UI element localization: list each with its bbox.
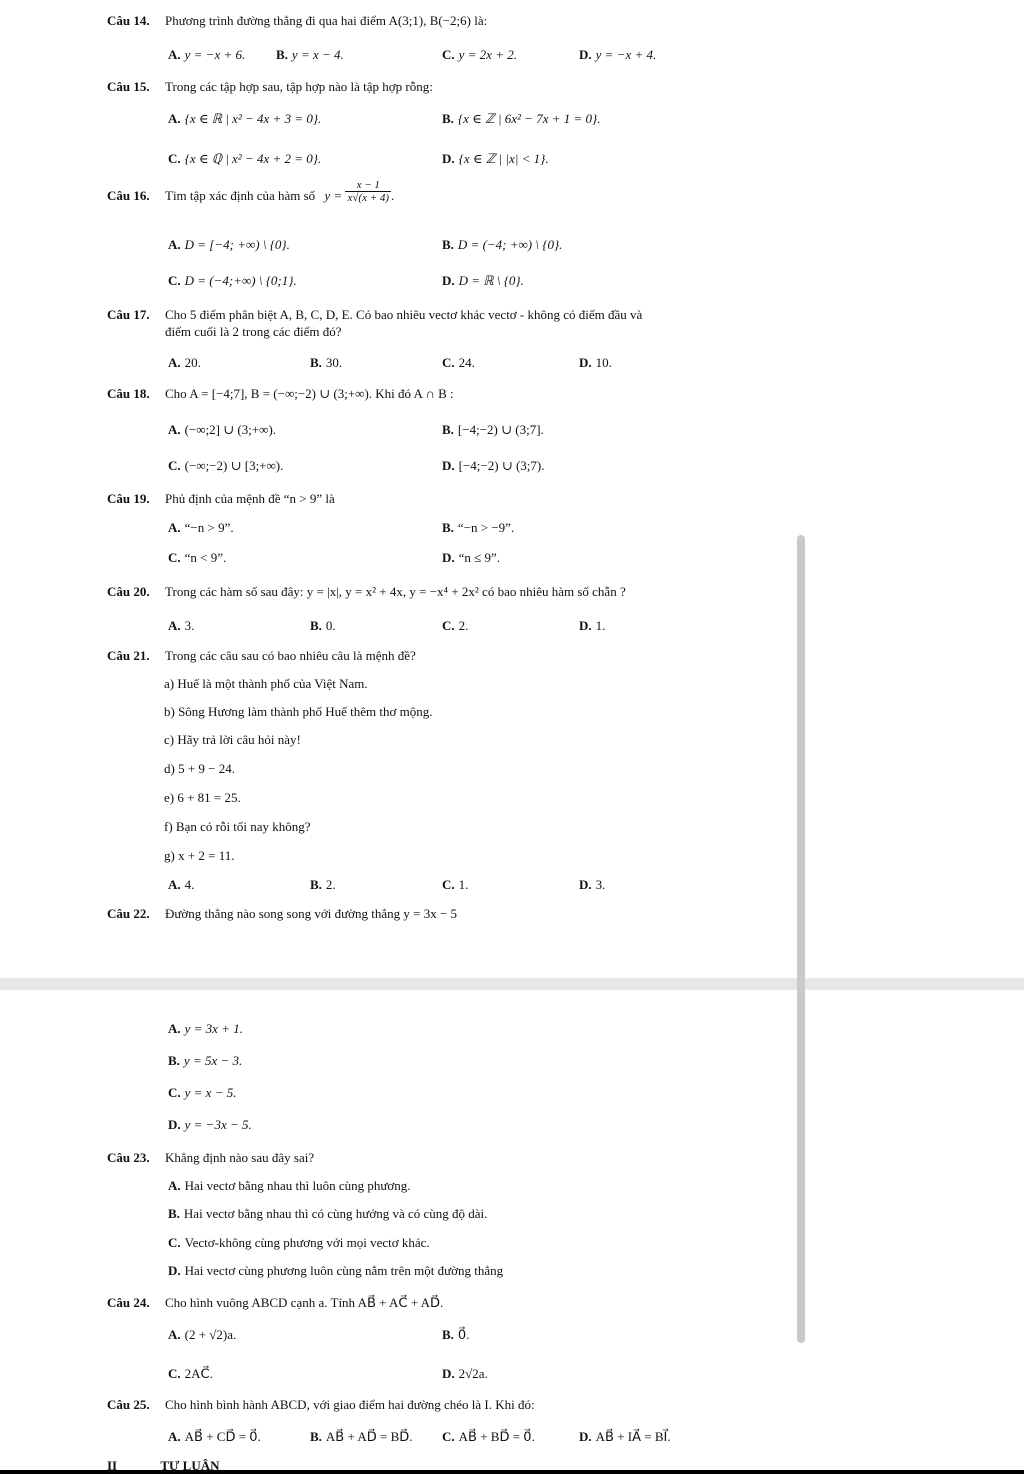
question-text: Cho A = [−4;7], B = (−∞;−2) ∪ (3;+∞). Khi đó A ∩ B : xyxy=(165,386,454,401)
option-d[interactable]: D. [−4;−2) ∪ (3;7). xyxy=(442,458,545,473)
question-number: Câu 23. xyxy=(107,1150,150,1165)
option-c[interactable]: C. 24. xyxy=(442,355,475,370)
option-c[interactable]: C. “n < 9”. xyxy=(168,550,227,565)
question-number: Câu 22. xyxy=(107,906,150,921)
option-c[interactable]: C. {x ∈ ℚ | x² − 4x + 2 = 0}. xyxy=(168,151,322,166)
question-23 xyxy=(107,1149,314,1166)
option-d[interactable]: D. “n ≤ 9”. xyxy=(442,550,501,565)
option-a[interactable]: A. 20. xyxy=(168,355,201,370)
question-text: Khẳng định nào sau đây sai? xyxy=(165,1150,315,1165)
question-number: Câu 15. xyxy=(107,79,150,94)
function-fraction: $\frac{x - 1}{x√(x + 4)}$ xyxy=(347,178,390,204)
option-b[interactable]: B. Hai vectơ bằng nhau thì có cùng hướng và có cùng độ dài. xyxy=(168,1206,488,1221)
question-20 xyxy=(107,583,626,600)
option-b[interactable]: B. 0⃗. xyxy=(442,1327,470,1342)
question-17 xyxy=(107,306,642,323)
question-text: Trong các hàm số sau đây: y = |x|, y = x² + 4x, y = −x⁴ + 2x² có bao nhiêu hàm số chẵn ? xyxy=(165,584,626,599)
option-b[interactable]: B. AB⃗ + AD⃗ = BD⃗. xyxy=(310,1429,413,1444)
option-d[interactable]: D. Hai vectơ cùng phương luôn cùng nằm trên một đường thẳng xyxy=(168,1263,504,1278)
page-separator xyxy=(0,978,1024,990)
statement-b: b) Sông Hương làm thành phố Huế thêm thơ mộng. xyxy=(164,704,433,719)
question-25 xyxy=(107,1396,535,1413)
question-text: Đường thẳng nào song song với đường thẳng y = 3x − 5 xyxy=(165,906,458,921)
question-text: Phủ định của mệnh đề “n > 9” là xyxy=(165,491,335,506)
option-d[interactable]: D. 1. xyxy=(579,618,606,633)
option-b[interactable]: B. [−4;−2) ∪ (3;7]. xyxy=(442,422,544,437)
option-a[interactable]: A. y = −x + 6. xyxy=(168,47,246,62)
question-number: Câu 18. xyxy=(107,386,150,401)
statement-c: c) Hãy trả lời câu hỏi này! xyxy=(164,732,301,747)
option-b[interactable]: B. y = x − 4. xyxy=(276,47,344,62)
question-16: Câu 16. Tìm tập xác định của hàm số y = $\frac{x - 1}{x√(x + 4)}$ . xyxy=(107,178,395,204)
document-page-2 xyxy=(0,990,1024,1470)
option-b[interactable]: B. 30. xyxy=(310,355,343,370)
question-number: Câu 20. xyxy=(107,584,150,599)
option-c[interactable]: C. AB⃗ + BD⃗ = 0⃗. xyxy=(442,1429,535,1444)
option-c[interactable]: C. (−∞;−2) ∪ [3;+∞). xyxy=(168,458,284,473)
option-d[interactable]: D. y = −3x − 5. xyxy=(168,1117,252,1132)
option-b[interactable]: B. y = 5x − 3. xyxy=(168,1053,243,1068)
question-text: Cho hình vuông ABCD cạnh a. Tính AB⃗ + AC⃗ + AD⃗. xyxy=(165,1295,444,1310)
section-number: II xyxy=(107,1458,118,1473)
option-c[interactable]: C. Vectơ-không cùng phương với mọi vectơ khác. xyxy=(168,1235,430,1250)
question-19 xyxy=(107,490,335,507)
option-c[interactable]: C. 1. xyxy=(442,877,469,892)
option-c[interactable]: C. y = x − 5. xyxy=(168,1085,237,1100)
question-text: Cho 5 điểm phân biệt A, B, C, D, E. Có bao nhiêu vectơ khác vectơ - không có điểm đầu và xyxy=(165,307,643,322)
statement-g: g) x + 2 = 11. xyxy=(164,848,235,863)
question-number: Câu 14. xyxy=(107,13,150,28)
question-text: Phương trình đường thẳng đi qua hai điểm A(3;1), B(−2;6) là: xyxy=(165,13,488,28)
question-text: Tìm tập xác định của hàm số xyxy=(165,188,316,203)
option-a[interactable]: A. D = [−4; +∞) \ {0}. xyxy=(168,237,290,252)
option-a[interactable]: A. AB⃗ + CD⃗ = 0⃗. xyxy=(168,1429,261,1444)
statement-d: d) 5 + 9 − 24. xyxy=(164,761,235,776)
question-number: Câu 21. xyxy=(107,648,150,663)
question-22 xyxy=(107,905,457,922)
option-d[interactable]: D. 3. xyxy=(579,877,606,892)
option-d[interactable]: D. 2√2a. xyxy=(442,1366,488,1381)
statement-e: e) 6 + 81 = 25. xyxy=(164,790,241,805)
option-b[interactable]: B. D = (−4; +∞) \ {0}. xyxy=(442,237,563,252)
option-d[interactable]: D. 10. xyxy=(579,355,612,370)
question-text: Cho hình bình hành ABCD, với giao điểm hai đường chéo là I. Khi đó: xyxy=(165,1397,535,1412)
question-17-line-2: điểm cuối là 2 trong các điểm đó? xyxy=(165,324,342,339)
option-b[interactable]: B. 0. xyxy=(310,618,336,633)
option-d[interactable]: D. {x ∈ ℤ | |x| < 1}. xyxy=(442,151,549,166)
question-number: Câu 17. xyxy=(107,307,150,322)
option-a[interactable]: A. “−n > 9”. xyxy=(168,520,234,535)
option-a[interactable]: A. 3. xyxy=(168,618,195,633)
question-number: Câu 16. xyxy=(107,188,150,203)
question-15 xyxy=(107,78,433,95)
option-b[interactable]: B. {x ∈ ℤ | 6x² − 7x + 1 = 0}. xyxy=(442,111,601,126)
statement-a: a) Huế là một thành phố của Việt Nam. xyxy=(164,676,368,691)
option-d[interactable]: D. y = −x + 4. xyxy=(579,47,657,62)
question-text: Trong các câu sau có bao nhiêu câu là mệnh đề? xyxy=(165,648,416,663)
option-c[interactable]: C. D = (−4;+∞) \ {0;1}. xyxy=(168,273,297,288)
question-number: Câu 24. xyxy=(107,1295,150,1310)
question-24 xyxy=(107,1294,443,1311)
option-a[interactable]: A. Hai vectơ bằng nhau thì luôn cùng phương. xyxy=(168,1178,411,1193)
question-21 xyxy=(107,647,416,664)
option-c[interactable]: C. y = 2x + 2. xyxy=(442,47,517,62)
option-a[interactable]: A. (−∞;2] ∪ (3;+∞). xyxy=(168,422,277,437)
option-d[interactable]: D. AB⃗ + IA⃗ = BI⃗. xyxy=(579,1429,671,1444)
option-b[interactable]: B. “−n > −9”. xyxy=(442,520,515,535)
scrollbar-thumb[interactable] xyxy=(797,535,805,1343)
question-18 xyxy=(107,385,454,402)
option-a[interactable]: A. 4. xyxy=(168,877,195,892)
option-c[interactable]: C. 2. xyxy=(442,618,469,633)
option-a[interactable]: A. (2 + √2)a. xyxy=(168,1327,237,1342)
section-heading xyxy=(107,1458,219,1474)
question-14 xyxy=(107,12,487,29)
option-b[interactable]: B. 2. xyxy=(310,877,336,892)
option-d[interactable]: D. D = ℝ \ {0}. xyxy=(442,273,524,288)
question-text: Trong các tập hợp sau, tập hợp nào là tập hợp rỗng: xyxy=(165,79,433,94)
option-c[interactable]: C. 2AC⃗. xyxy=(168,1366,213,1381)
section-title: TỰ LUẬN xyxy=(160,1458,220,1473)
question-number: Câu 19. xyxy=(107,491,150,506)
statement-f: f) Bạn có rỗi tối nay không? xyxy=(164,819,311,834)
option-a[interactable]: A. {x ∈ ℝ | x² − 4x + 3 = 0}. xyxy=(168,111,322,126)
option-a[interactable]: A. y = 3x + 1. xyxy=(168,1021,243,1036)
question-number: Câu 25. xyxy=(107,1397,150,1412)
